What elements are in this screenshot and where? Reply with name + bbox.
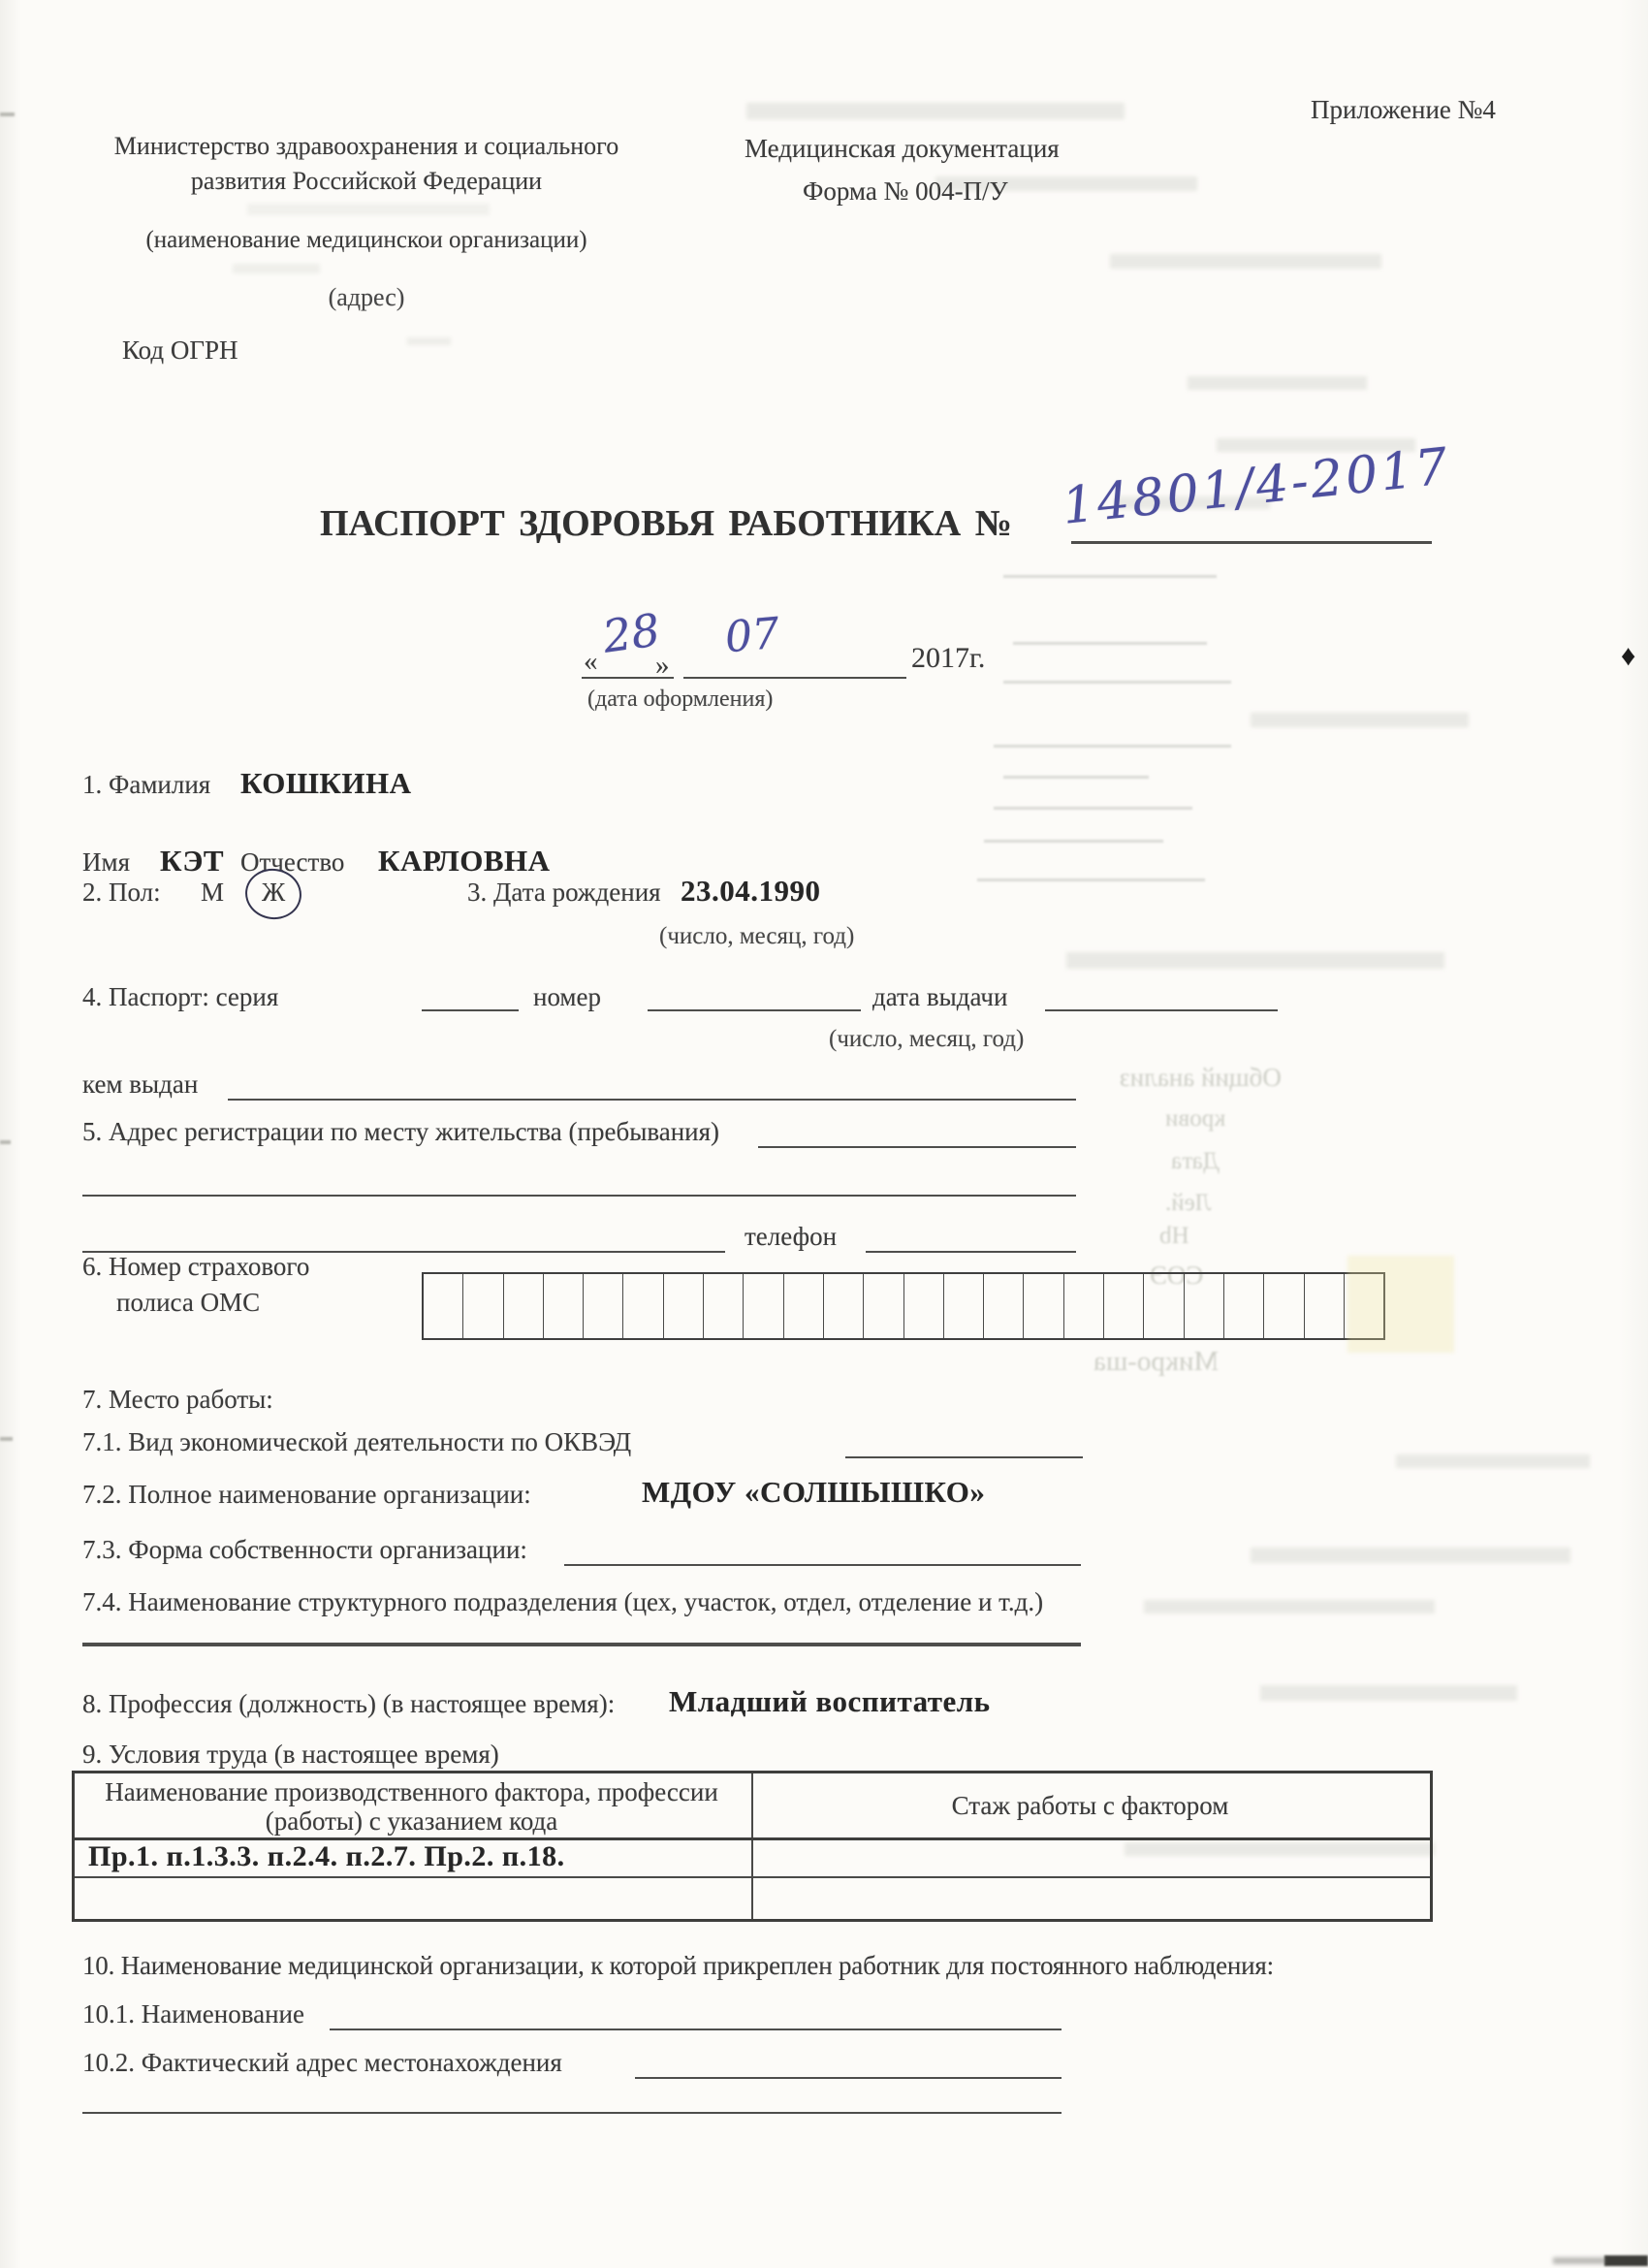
bleedthrough-smudge	[1144, 1600, 1435, 1613]
issue-date-caption: (дата оформления)	[587, 687, 774, 712]
oms-cell	[1063, 1274, 1103, 1338]
birthdate-caption: (число, месяц, год)	[659, 923, 855, 949]
appendix-label: Приложение №4	[1311, 95, 1496, 124]
oms-cell	[663, 1274, 703, 1338]
passport-label: 4. Паспорт: серия	[82, 982, 279, 1011]
number-underline	[1071, 541, 1432, 544]
scan-artifact	[1553, 2257, 1606, 2264]
bleedthrough-text: Hb	[1159, 1223, 1189, 1249]
bleedthrough-smudge	[1251, 1548, 1570, 1563]
oms-cell	[983, 1274, 1023, 1338]
birthdate-value: 23.04.1990	[681, 874, 821, 908]
passport-issue-line	[1045, 1009, 1278, 1011]
oms-cell	[1103, 1274, 1143, 1338]
org-value: МДОУ «СОЛШЫШКО»	[642, 1475, 986, 1509]
sex-male-option: М	[201, 878, 225, 907]
reg-address-line2	[82, 1195, 1076, 1197]
bleedthrough-smudge	[746, 103, 1125, 119]
bleedthrough-line	[984, 840, 1163, 843]
scan-ink-mark: ♦	[1621, 640, 1636, 672]
med-org-name-line	[330, 2028, 1062, 2030]
ownership-label: 7.3. Форма собственности организации:	[82, 1535, 527, 1564]
org-label: 7.2. Полное наименование организации:	[82, 1480, 531, 1509]
oms-cell	[943, 1274, 983, 1338]
oms-cell	[743, 1274, 782, 1338]
day-underline	[582, 677, 674, 679]
bleedthrough-line	[1003, 681, 1231, 684]
erased-line	[247, 204, 490, 215]
bleedthrough-line	[977, 878, 1205, 881]
profession-label: 8. Профессия (должность) (в настоящее время):	[82, 1689, 616, 1718]
firstname-value: КЭТ	[160, 844, 225, 878]
oms-cell	[1223, 1274, 1263, 1338]
phone-label: телефон	[745, 1222, 838, 1251]
table-column-divider	[751, 1773, 753, 1919]
okved-label: 7.1. Вид экономической деятельности по ОКВЭД	[82, 1427, 632, 1456]
oms-cell	[1023, 1274, 1062, 1338]
ministry-line2: развития Российской Федерации	[190, 167, 543, 195]
conditions-table	[72, 1771, 1433, 1922]
phone-line	[866, 1251, 1076, 1253]
surname-label: 1. Фамилия	[82, 770, 211, 799]
table-row-factor: Пр.1. п.1.3.3. п.2.4. п.2.7. Пр.2. п.18.	[88, 1840, 565, 1872]
ogrn-label: Код ОГРН	[122, 335, 238, 365]
bleedthrough-line	[994, 807, 1192, 810]
sex-female-option: Ж	[262, 878, 286, 907]
surname-value: КОШКИНА	[240, 766, 412, 800]
med-org-name-label: 10.1. Наименование	[82, 1999, 304, 2028]
oms-boxes	[422, 1272, 1385, 1340]
ownership-line	[564, 1564, 1081, 1566]
oms-label-line2: полиса ОМС	[116, 1288, 261, 1317]
oms-cell	[543, 1274, 583, 1338]
issue-day-handwritten: 28	[599, 603, 664, 663]
oms-cell	[503, 1274, 543, 1338]
bleedthrough-smudge	[1251, 713, 1469, 727]
bleedthrough-line	[1003, 776, 1149, 779]
oms-cell	[1263, 1274, 1303, 1338]
passport-issue-label: дата выдачи	[872, 982, 1008, 1011]
med-org-address-line2	[82, 2112, 1062, 2114]
bleedthrough-text: Дата	[1171, 1148, 1220, 1174]
workplace-label: 7. Место работы:	[82, 1385, 273, 1414]
bleedthrough-text: СОЭ	[1150, 1261, 1204, 1290]
meddoc-line1: Медицинская документация	[745, 134, 1060, 163]
issue-month-handwritten: 07	[722, 608, 782, 663]
quote-open: «	[584, 646, 598, 677]
erased-marks	[233, 264, 320, 273]
bleedthrough-text: крови	[1165, 1105, 1226, 1132]
oms-cell	[462, 1274, 502, 1338]
bleedthrough-line	[994, 745, 1231, 748]
table-col2-header: Стаж работы с фактором	[951, 1791, 1229, 1820]
form-title: ПАСПОРТ ЗДОРОВЬЯ РАБОТНИКА №	[320, 503, 1012, 544]
med-org-address-line	[635, 2077, 1062, 2079]
passport-series-line	[422, 1009, 519, 1011]
reg-address-label: 5. Адрес регистрации по месту жительства (пребывания)	[82, 1117, 720, 1146]
issued-by-label: кем выдан	[82, 1070, 199, 1099]
meddoc-line2: Форма № 004-П/У	[803, 176, 1008, 206]
scan-artifact	[0, 112, 15, 116]
quote-close: »	[655, 650, 670, 681]
okved-line	[845, 1456, 1083, 1458]
reg-address-line1	[758, 1146, 1076, 1148]
passport-date-caption: (число, месяц, год)	[829, 1026, 1025, 1052]
division-label: 7.4. Наименование структурного подразделения (цех, участок, отдел, отделение и т.д.)	[82, 1587, 1044, 1616]
oms-cell	[783, 1274, 823, 1338]
patronymic-value: КАРЛОВНА	[378, 844, 551, 878]
scan-stain	[1347, 1256, 1454, 1353]
oms-label-line1: 6. Номер страхового	[82, 1252, 310, 1281]
month-underline	[683, 677, 906, 679]
passport-number-line	[648, 1009, 861, 1011]
oms-cell	[703, 1274, 743, 1338]
med-org-label: 10. Наименование медицинской организации, к которой прикреплен работник для постоянного наблюдения:	[82, 1951, 1274, 1980]
oms-cell	[622, 1274, 662, 1338]
conditions-label: 9. Условия труда (в настоящее время)	[82, 1740, 499, 1769]
patronymic-label: Отчество	[240, 847, 345, 877]
oms-cell	[823, 1274, 863, 1338]
table-row-border	[75, 1876, 1430, 1878]
oms-cell	[1304, 1274, 1344, 1338]
bleedthrough-smudge	[1110, 254, 1381, 269]
bleedthrough-line	[1013, 642, 1207, 645]
address-caption: (адрес)	[328, 283, 405, 311]
issue-year: 2017г.	[911, 642, 986, 674]
bleedthrough-line	[1003, 575, 1217, 578]
bleedthrough-text: Микро-ша	[1093, 1346, 1220, 1377]
passport-number-handwritten: 14801/4-2017	[1059, 437, 1453, 536]
table-col1-header: Наименование производственного фактора, профессии (работы) с указанием кода	[105, 1777, 718, 1836]
bleedthrough-smudge	[1188, 376, 1367, 390]
bleedthrough-text: Общий анализ	[1120, 1063, 1282, 1092]
ministry-line1: Министерство здравоохранения и социального	[113, 132, 619, 160]
org-name-caption: (наименование медицинскои организации)	[145, 227, 587, 253]
sex-label: 2. Пол:	[82, 878, 161, 907]
division-line	[82, 1643, 1081, 1646]
med-org-address-label: 10.2. Фактический адрес местонахождения	[82, 2048, 562, 2077]
bleedthrough-text: Лей.	[1165, 1190, 1212, 1216]
oms-cell	[424, 1274, 462, 1338]
oms-cell	[1143, 1274, 1183, 1338]
bleedthrough-smudge	[1260, 1685, 1517, 1701]
erased-marks	[407, 337, 451, 345]
birthdate-label: 3. Дата рождения	[467, 878, 661, 907]
profession-value: Младший воспитатель	[669, 1684, 991, 1718]
oms-cell	[863, 1274, 903, 1338]
oms-cell	[903, 1274, 943, 1338]
bleedthrough-smudge	[1066, 952, 1444, 969]
firstname-label: Имя	[82, 847, 131, 877]
scan-artifact	[0, 1140, 11, 1144]
scan-artifact	[0, 1437, 13, 1441]
oms-cell	[1184, 1274, 1223, 1338]
scan-artifact-corner	[1604, 2255, 1648, 2266]
passport-number-label: номер	[533, 982, 602, 1011]
oms-cell	[583, 1274, 622, 1338]
bleedthrough-smudge	[1396, 1454, 1590, 1468]
issued-by-line	[228, 1099, 1076, 1101]
